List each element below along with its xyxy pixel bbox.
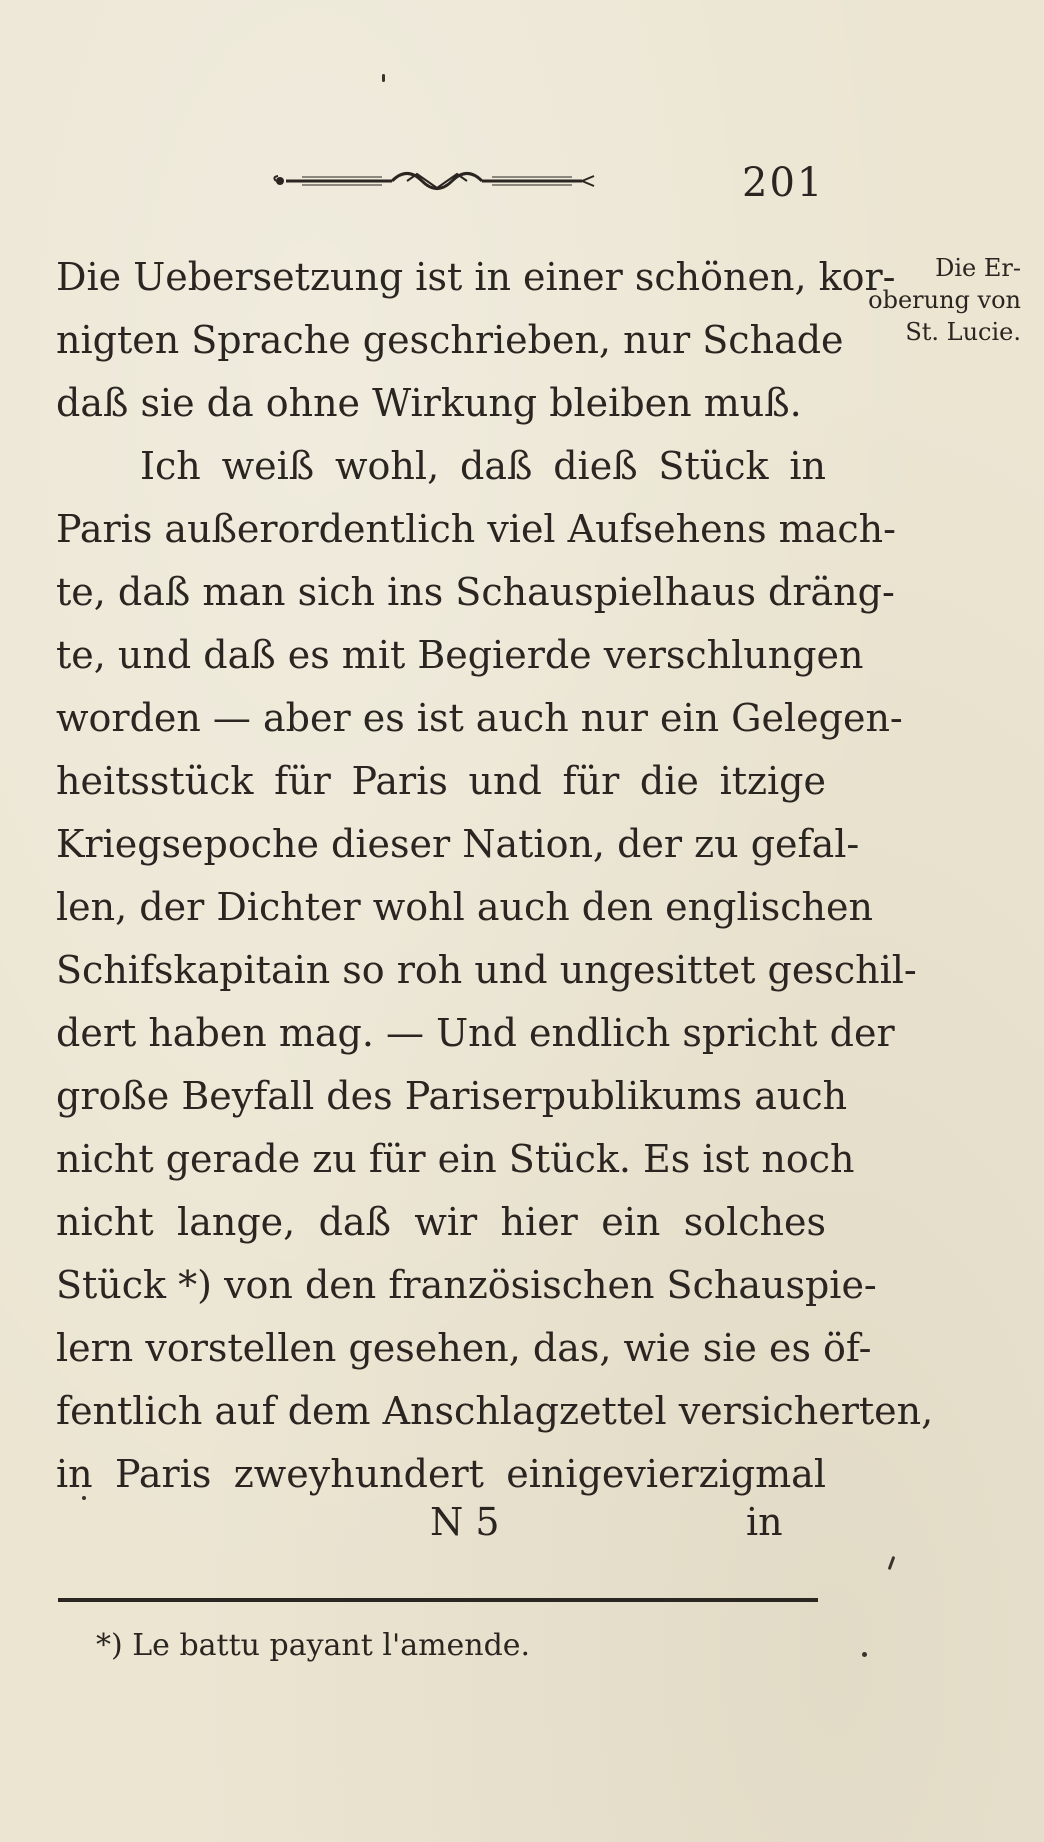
footnote-divider [58,1598,818,1602]
body-text [56,246,934,1506]
paper-speck [862,1652,867,1657]
page-number: 201 [742,160,825,206]
text-line: Paris außerordentlich viel Aufsehens mach- [56,507,896,551]
text-line: nigten Sprache geschrieben, nur Schade [56,318,844,362]
paper-speck [382,74,385,82]
text-line: te, und daß es mit Begierde verschlungen [56,633,864,677]
footnote: *) Le battu payant l'amende. [96,1628,531,1663]
text-line: daß sie da ohne Wirkung bleiben muß. [56,381,802,425]
text-line: in Paris zweyhundert einigevierzigmal [56,1452,826,1496]
text-line: Schifskapitain so roh und ungesittet geschil- [56,948,917,992]
page-footer-signature-row [56,1500,826,1560]
text-line: heitsstück für Paris und für die itzige [56,759,826,803]
marginal-note-line: St. Lucie. [905,318,1021,346]
text-line: große Beyfall des Pariserpublikums auch [56,1074,848,1118]
catchword: in [746,1500,783,1544]
text-line: Kriegsepoche dieser Nation, der zu gefal- [56,822,860,866]
text-line: lern vorstellen gesehen, das, wie sie es öf- [56,1326,872,1370]
printer-signature-mark: N 5 [430,1500,500,1544]
text-line: nicht gerade zu für ein Stück. Es ist noch [56,1137,855,1181]
text-line: nicht lange, daß wir hier ein solches [56,1200,826,1244]
text-line: Die Uebersetzung ist in einer schönen, kor- [56,255,896,299]
text-line: fentlich auf dem Anschlagzettel versicherten, [56,1389,934,1433]
text-line: worden — aber es ist auch nur ein Gelegen- [56,696,903,740]
marginal-note-line: oberung von [868,286,1021,314]
paper-speck [82,1496,86,1500]
text-line: te, daß man sich ins Schauspielhaus dräng- [56,570,895,614]
decorative-rule-icon [272,168,602,194]
text-line: Stück *) von den französischen Schauspie- [56,1263,877,1307]
marginal-note-line: Die Er- [935,254,1021,282]
text-line: Ich weiß wohl, daß dieß Stück in [140,444,826,488]
text-line: len, der Dichter wohl auch den englischen [56,885,873,929]
text-line: dert haben mag. — Und endlich spricht der [56,1011,895,1055]
